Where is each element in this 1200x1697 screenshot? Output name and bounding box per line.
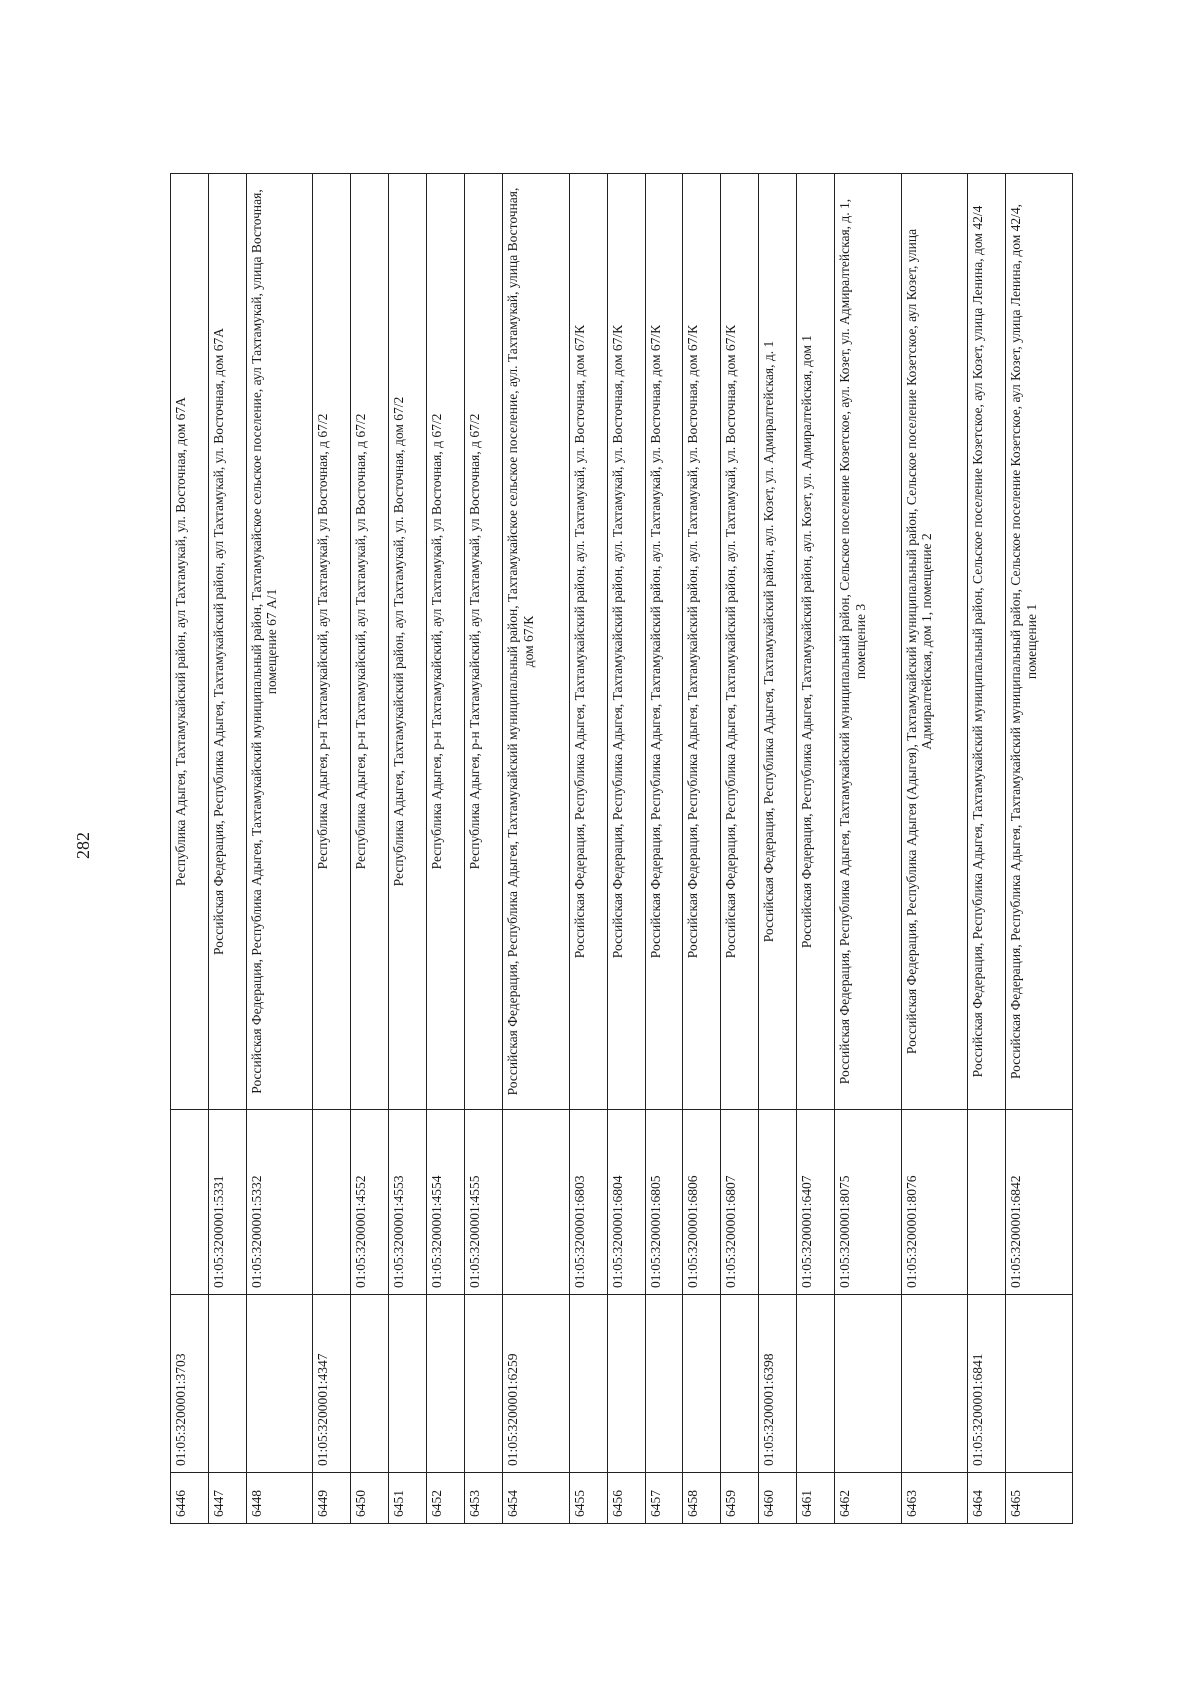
table-row: [171, 174, 209, 1524]
row-number-cell: 6463: [901, 1473, 968, 1524]
building-cadastral-number-cell: 01:05:3200001:5331: [208, 1110, 246, 1295]
building-cadastral-number-cell: 01:05:3200001:6804: [607, 1110, 645, 1295]
land-cadastral-number-cell: 01:05:3200001:4347: [313, 1295, 351, 1473]
registry-table-body: [171, 174, 1073, 1524]
building-cadastral-number-cell: 01:05:3200001:6407: [797, 1110, 835, 1295]
land-cadastral-number-cell: [645, 1295, 683, 1473]
row-number-cell: 6448: [246, 1473, 313, 1524]
building-cadastral-number-cell: [968, 1110, 1006, 1295]
table-row: [389, 174, 427, 1524]
registry-table: [170, 173, 1073, 1524]
address-cell: Российская Федерация, Республика Адыгея, Тахтамукайский район, аул. Козет, ул. Адмиралтейская, д. 1: [759, 174, 797, 1110]
table-row: [465, 174, 503, 1524]
land-cadastral-number-cell: [351, 1295, 389, 1473]
land-cadastral-number-cell: 01:05:3200001:6841: [968, 1295, 1006, 1473]
building-cadastral-number-cell: 01:05:3200001:4552: [351, 1110, 389, 1295]
table-row: [1006, 174, 1073, 1524]
table-row: [683, 174, 721, 1524]
building-cadastral-number-cell: 01:05:3200001:4554: [427, 1110, 465, 1295]
land-cadastral-number-cell: [683, 1295, 721, 1473]
land-cadastral-number-cell: [427, 1295, 465, 1473]
address-cell: Российская Федерация, Республика Адыгея (Адыгея), Тахтамукайский муниципальный район, Сельское поселение Козетское, аул Козет, улица Адмиралтейская, дом 1, помещение 2: [901, 174, 968, 1110]
table-row: [503, 174, 570, 1524]
address-cell: Республика Адыгея, Тахтамукайский район, аул Тахтамукай, ул. Восточная, дом 67А: [171, 174, 209, 1110]
building-cadastral-number-cell: 01:05:3200001:4555: [465, 1110, 503, 1295]
table-row: [968, 174, 1006, 1524]
table-row: [797, 174, 835, 1524]
land-cadastral-number-cell: [835, 1295, 902, 1473]
address-cell: Российская Федерация, Республика Адыгея, Тахтамукайский район, аул. Тахтамукай, ул. Восточная, дом 67/К: [607, 174, 645, 1110]
address-cell: Российская Федерация, Республика Адыгея, Тахтамукайский муниципальный район, Сельское поселение Козетское, аул Козет, улица Ленина, дом 42/4: [968, 174, 1006, 1110]
row-number-cell: 6458: [683, 1473, 721, 1524]
building-cadastral-number-cell: 01:05:3200001:8075: [835, 1110, 902, 1295]
row-number-cell: 6457: [645, 1473, 683, 1524]
row-number-cell: 6449: [313, 1473, 351, 1524]
land-cadastral-number-cell: [1006, 1295, 1073, 1473]
building-cadastral-number-cell: [313, 1110, 351, 1295]
building-cadastral-number-cell: 01:05:3200001:4553: [389, 1110, 427, 1295]
registry-table-wrapper: [170, 173, 1073, 1524]
building-cadastral-number-cell: [759, 1110, 797, 1295]
page-number: 282: [73, 832, 93, 859]
land-cadastral-number-cell: [389, 1295, 427, 1473]
address-cell: Российская Федерация, Республика Адыгея, Тахтамукайский район, аул. Тахтамукай, ул. Восточная, дом 67/К: [683, 174, 721, 1110]
land-cadastral-number-cell: 01:05:3200001:6259: [503, 1295, 570, 1473]
row-number-cell: 6447: [208, 1473, 246, 1524]
land-cadastral-number-cell: [208, 1295, 246, 1473]
land-cadastral-number-cell: [465, 1295, 503, 1473]
land-cadastral-number-cell: [721, 1295, 759, 1473]
table-row: [645, 174, 683, 1524]
table-row: [351, 174, 389, 1524]
address-cell: Российская Федерация, Республика Адыгея, Тахтамукайский муниципальный район, Тахтамукайское сельское поселение, аул. Тахтамукай, улица Восточная, дом 67/К: [503, 174, 570, 1110]
land-cadastral-number-cell: 01:05:3200001:6398: [759, 1295, 797, 1473]
land-cadastral-number-cell: [797, 1295, 835, 1473]
address-cell: Республика Адыгея, р-н Тахтамукайский, аул Тахтамукай, ул Восточная, д 67/2: [313, 174, 351, 1110]
building-cadastral-number-cell: 01:05:3200001:6805: [645, 1110, 683, 1295]
building-cadastral-number-cell: 01:05:3200001:5332: [246, 1110, 313, 1295]
row-number-cell: 6464: [968, 1473, 1006, 1524]
table-row: [569, 174, 607, 1524]
building-cadastral-number-cell: 01:05:3200001:6806: [683, 1110, 721, 1295]
land-cadastral-number-cell: [901, 1295, 968, 1473]
address-cell: Российская Федерация, Республика Адыгея, Тахтамукайский муниципальный район, Сельское поселение Козетское, аул Козет, улица Ленина, дом 42/4, помещение 1: [1006, 174, 1073, 1110]
land-cadastral-number-cell: [246, 1295, 313, 1473]
table-row: [246, 174, 313, 1524]
row-number-cell: 6451: [389, 1473, 427, 1524]
building-cadastral-number-cell: [171, 1110, 209, 1295]
building-cadastral-number-cell: [503, 1110, 570, 1295]
row-number-cell: 6446: [171, 1473, 209, 1524]
land-cadastral-number-cell: [607, 1295, 645, 1473]
address-cell: Российская Федерация, Республика Адыгея, Тахтамукайский район, аул. Козет, ул. Адмиралтейская, дом 1: [797, 174, 835, 1110]
table-row: [901, 174, 968, 1524]
address-cell: Российская Федерация, Республика Адыгея, Тахтамукайский район, аул Тахтамукай, ул. Восточная, дом 67А: [208, 174, 246, 1110]
address-cell: Российская Федерация, Республика Адыгея, Тахтамукайский муниципальный район, Тахтамукайское сельское поселение, аул Тахтамукай, улица Восточная, помещение 67 А/1: [246, 174, 313, 1110]
row-number-cell: 6452: [427, 1473, 465, 1524]
land-cadastral-number-cell: [569, 1295, 607, 1473]
address-cell: Российская Федерация, Республика Адыгея, Тахтамукайский район, аул. Тахтамукай, ул. Восточная, дом 67/К: [645, 174, 683, 1110]
address-cell: Республика Адыгея, р-н Тахтамукайский, аул Тахтамукай, ул Восточная, д 67/2: [351, 174, 389, 1110]
address-cell: Республика Адыгея, р-н Тахтамукайский, аул Тахтамукай, ул Восточная, д 67/2: [465, 174, 503, 1110]
table-row: [759, 174, 797, 1524]
row-number-cell: 6455: [569, 1473, 607, 1524]
row-number-cell: 6454: [503, 1473, 570, 1524]
row-number-cell: 6465: [1006, 1473, 1073, 1524]
table-row: [427, 174, 465, 1524]
building-cadastral-number-cell: 01:05:3200001:6842: [1006, 1110, 1073, 1295]
address-cell: Российская Федерация, Республика Адыгея, Тахтамукайский район, аул. Тахтамукай, ул. Восточная, дом 67/К: [721, 174, 759, 1110]
address-cell: Российская Федерация, Республика Адыгея, Тахтамукайский район, аул. Тахтамукай, ул. Восточная, дом 67/К: [569, 174, 607, 1110]
row-number-cell: 6450: [351, 1473, 389, 1524]
address-cell: Республика Адыгея, Тахтамукайский район, аул Тахтамукай, ул. Восточная, дом 67/2: [389, 174, 427, 1110]
building-cadastral-number-cell: 01:05:3200001:6803: [569, 1110, 607, 1295]
building-cadastral-number-cell: 01:05:3200001:6807: [721, 1110, 759, 1295]
table-row: [313, 174, 351, 1524]
address-cell: Российская Федерация, Республика Адыгея, Тахтамукайский муниципальный район, Сельское поселение Козетское, аул. Козет, ул. Адмиралтейская, д. 1, помещение 3: [835, 174, 902, 1110]
row-number-cell: 6462: [835, 1473, 902, 1524]
row-number-cell: 6456: [607, 1473, 645, 1524]
table-row: [208, 174, 246, 1524]
rotated-table-container: [170, 173, 1073, 1524]
row-number-cell: 6459: [721, 1473, 759, 1524]
row-number-cell: 6453: [465, 1473, 503, 1524]
table-row: [835, 174, 902, 1524]
building-cadastral-number-cell: 01:05:3200001:8076: [901, 1110, 968, 1295]
row-number-cell: 6460: [759, 1473, 797, 1524]
address-cell: Республика Адыгея, р-н Тахтамукайский, аул Тахтамукай, ул Восточная, д 67/2: [427, 174, 465, 1110]
land-cadastral-number-cell: 01:05:3200001:3703: [171, 1295, 209, 1473]
row-number-cell: 6461: [797, 1473, 835, 1524]
table-row: [721, 174, 759, 1524]
table-row: [607, 174, 645, 1524]
